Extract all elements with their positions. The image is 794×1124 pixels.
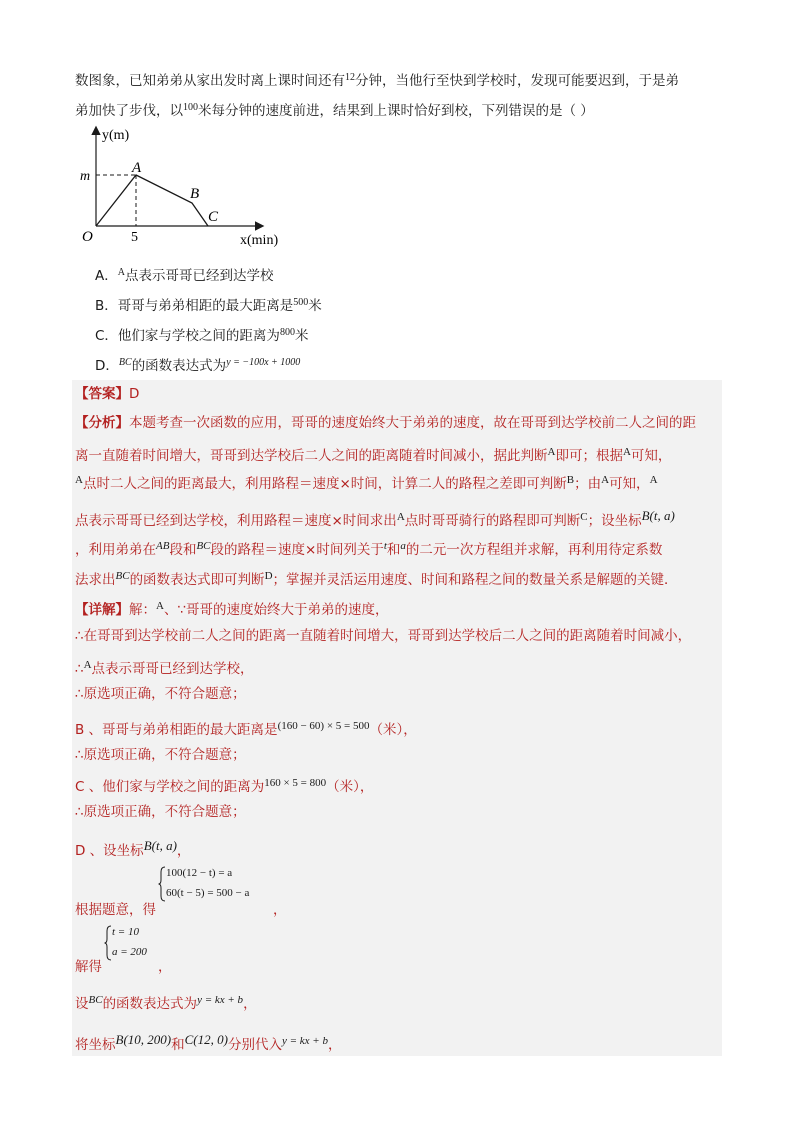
detail-line-9 [75, 836, 190, 861]
label-5: 5 [131, 230, 138, 245]
detail-math: C(12, 0) [184, 1032, 228, 1047]
analysis-math: AB [156, 540, 170, 552]
label-C: C [208, 209, 219, 225]
analysis-text: 的二元一次方程组并求解，再利用待定系数 [405, 542, 663, 558]
detail-math: y = kx + b [281, 1035, 328, 1047]
detail-text: 、∵哥哥的速度始终大于弟弟的速度， [163, 602, 389, 618]
analysis-math: A [75, 474, 83, 486]
option-text: 点表示哥哥已经到达学校 [124, 268, 274, 284]
detail-line-11 [75, 1030, 341, 1055]
analysis-text: ；设坐标 [587, 513, 642, 529]
analysis-math: A [396, 511, 405, 523]
analysis-text: ；由 [574, 476, 602, 492]
distance-time-graph [74, 124, 294, 250]
analysis-text: 和 [386, 542, 401, 558]
label-m: m [80, 169, 91, 184]
analysis-text: 可知， [609, 476, 650, 492]
detail-line-2 [75, 626, 691, 646]
option-math: y = −100x + 1000 [226, 357, 301, 368]
option-text: 米 [308, 298, 322, 314]
system-2-label [75, 957, 102, 977]
x-axis-label: x(min) [240, 233, 279, 248]
detail-line-3 [75, 655, 254, 679]
system-2-end: ， [158, 959, 172, 975]
detail-text: C 、他们家与学校之间的距离为 [75, 779, 265, 795]
analysis-text: 即可；根据 [555, 448, 623, 464]
brace-icon [104, 925, 112, 961]
analysis-line-2 [75, 442, 671, 466]
analysis-text: 法求出 [75, 572, 116, 588]
detail-line-1 [75, 596, 389, 620]
y-axis-label: y(m) [102, 128, 130, 143]
detail-math: A [83, 659, 92, 671]
system-1-eq-2: 60(t − 5) = 500 − a [166, 887, 250, 899]
math-12: 12 [345, 72, 355, 83]
answer-value: D [129, 386, 140, 402]
analysis-math: A [622, 446, 631, 458]
analysis-math: D [264, 570, 273, 582]
option-prefix: D． [95, 358, 119, 374]
analysis-line-5 [75, 536, 662, 560]
answer-line [75, 384, 139, 404]
analysis-text: ，利用弟弟在 [75, 542, 156, 558]
detail-text: ∴原选项正确，不符合题意； [75, 686, 246, 702]
detail-math: B(10, 200) [115, 1032, 172, 1047]
detail-text: 分别代入 [227, 1037, 282, 1053]
detail-line-8 [75, 802, 246, 822]
option-prefix: B．哥哥与弟弟相距的最大距离是 [95, 298, 294, 314]
detail-text: （米）， [369, 722, 417, 738]
detail-text: 的函数表达式为 [102, 996, 198, 1012]
analysis-math: BC [115, 570, 130, 582]
analysis-math: B(t, a) [641, 508, 675, 523]
detail-text: 解： [129, 602, 156, 618]
analysis-text: 点时哥哥骑行的路程即可判断 [404, 513, 581, 529]
analysis-tag: 【分析】 [75, 415, 129, 431]
analysis-text: 本题考查一次函数的应用，哥哥的速度始终大于弟弟的速度，故在哥哥到达学校前二人之间的距 [129, 415, 696, 431]
analysis-text: 可知， [630, 448, 672, 464]
question-line-1 [75, 68, 679, 91]
detail-math: B(t, a) [143, 838, 177, 853]
system-1-end: ， [273, 902, 287, 918]
detail-tag: 【详解】 [75, 602, 129, 618]
analysis-text: 点表示哥哥已经到达学校，利用路程＝速度×时间求出 [75, 513, 397, 529]
analysis-line-1 [75, 413, 696, 433]
label-A: A [132, 160, 142, 176]
analysis-line-3 [75, 470, 658, 494]
analysis-text: 的函数表达式即可判断 [129, 572, 265, 588]
analysis-text: 离一直随着时间增大，哥哥到达学校后二人之间的距离随着时间减小，据此判断 [75, 448, 548, 464]
analysis-math: A [601, 474, 610, 486]
detail-text: ∴原选项正确，不符合题意； [75, 804, 246, 820]
detail-text: 和 [171, 1037, 185, 1053]
question-text: 弟加快了步伐，以 [75, 103, 183, 119]
detail-text: （米）， [326, 779, 374, 795]
option-b [95, 293, 322, 316]
option-prefix: C．他们家与学校之间的距离为 [95, 328, 280, 344]
option-text: 米 [294, 328, 309, 344]
analysis-math: t [383, 540, 387, 552]
analysis-math: B [566, 474, 575, 486]
detail-line-7 [75, 773, 373, 797]
analysis-text: 段的路程＝速度×时间列关于 [210, 542, 384, 558]
detail-text: 点表示哥哥已经到达学校， [91, 661, 254, 677]
detail-text: ， [176, 843, 191, 859]
system-2-eq-2: a = 200 [112, 946, 147, 958]
system-2-eq-1: t = 10 [112, 926, 139, 938]
detail-line-10 [75, 990, 257, 1014]
detail-math: y = kx + b [197, 994, 244, 1006]
detail-text: ∴在哥哥到达学校前二人之间的距离一直随着时间增大，哥哥到达学校后二人之间的距离随着时间减小， [75, 628, 692, 644]
system-1-eq-1: 100(12 − t) = a [166, 867, 233, 879]
question-text: 米每分钟的速度前进，结果到上课时恰好到校，下列错误的是（ ） [198, 103, 594, 119]
label-O: O [82, 229, 93, 245]
system-1-label [75, 900, 156, 920]
detail-line-5 [75, 716, 417, 740]
answer-tag: 【答案】 [75, 386, 129, 402]
detail-text: D 、设坐标 [75, 843, 144, 859]
analysis-math: C [580, 511, 588, 523]
detail-line-6 [75, 745, 246, 765]
detail-math: BC [88, 994, 103, 1006]
option-a [95, 263, 273, 286]
question-text: 数图象，已知弟弟从家出发时离上课时间还有 [75, 73, 345, 89]
detail-math: (160 − 60) × 5 = 500 [277, 720, 370, 732]
option-math: A [117, 267, 125, 278]
label-B: B [190, 186, 200, 202]
analysis-math: BC [196, 540, 211, 552]
option-math: 800 [279, 327, 295, 338]
detail-text: ， [327, 1037, 342, 1053]
brace-icon [158, 866, 166, 902]
analysis-text: 段和 [169, 542, 197, 558]
detail-text: B 、哥哥与弟弟相距的最大距离是 [75, 722, 278, 738]
option-math: 500 [293, 297, 309, 308]
detail-text: 解得 [75, 959, 102, 975]
detail-math: 160 × 5 = 800 [264, 777, 327, 789]
analysis-math: a [400, 540, 406, 552]
detail-text: ， [243, 996, 257, 1012]
analysis-line-6 [75, 566, 678, 590]
option-c [95, 323, 308, 346]
option-d [95, 353, 300, 376]
detail-text: ∴原选项正确，不符合题意； [75, 747, 246, 763]
option-prefix: A． [95, 268, 118, 284]
question-text: 分钟，当他行至快到学校时，发现可能要迟到，于是弟 [355, 73, 679, 89]
detail-math: A [156, 600, 164, 612]
detail-text: 根据题意，得 [75, 902, 156, 918]
detail-text: ∴ [75, 661, 84, 677]
analysis-line-4 [75, 506, 675, 531]
math-100: 100 [183, 102, 198, 113]
analysis-text: 点时二人之间的距离最大，利用路程＝速度×时间，计算二人的路程之差即可判断 [82, 476, 567, 492]
detail-line-4 [75, 684, 246, 704]
detail-text: 将坐标 [75, 1037, 116, 1053]
question-line-2 [75, 98, 594, 121]
analysis-text: ；掌握并灵活运用速度、时间和路程之间的数量关系是解题的关键． [272, 572, 678, 588]
option-math: BC [118, 357, 132, 368]
analysis-math: A [547, 446, 556, 458]
option-text: 的函数表达式为 [131, 358, 227, 374]
detail-text: 设 [75, 996, 89, 1012]
analysis-math: A [649, 474, 658, 486]
